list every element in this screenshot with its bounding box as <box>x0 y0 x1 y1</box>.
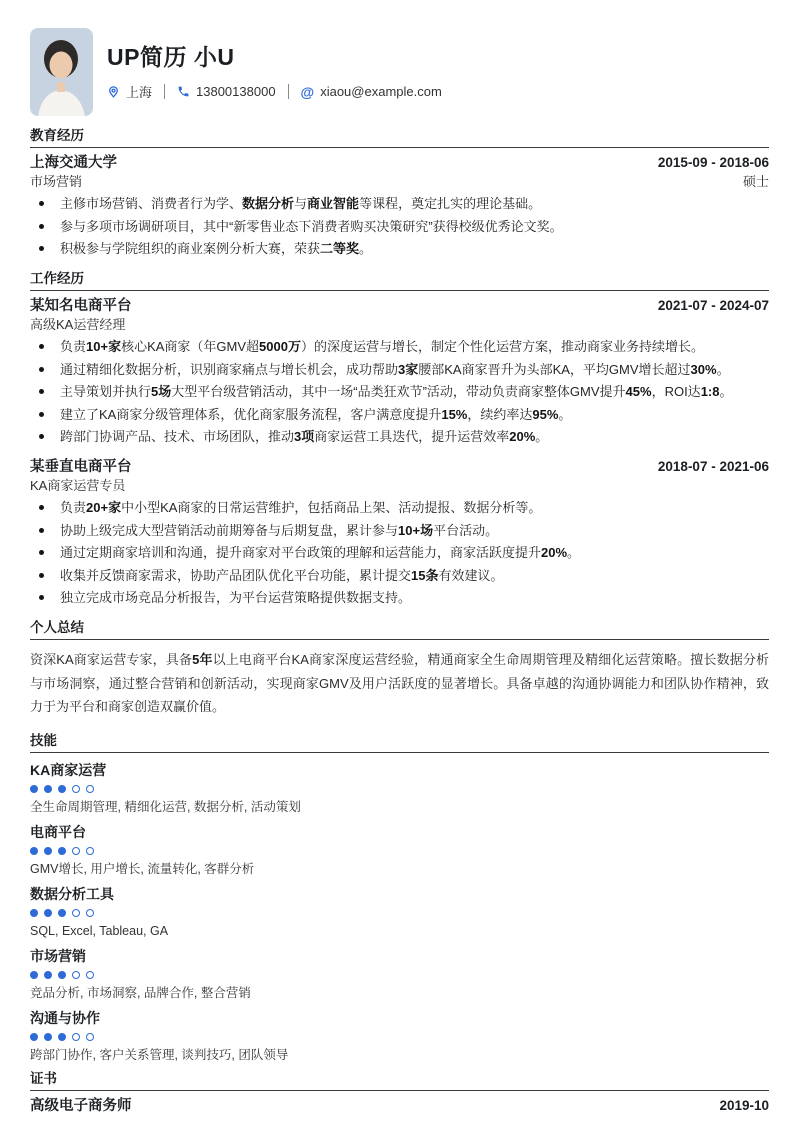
skill-dot-filled <box>30 847 38 855</box>
entry-subtitle: 高级KA运营经理 <box>30 317 126 332</box>
skill-dot-empty <box>86 847 94 855</box>
bullet-list <box>30 338 769 445</box>
entry-name: 上海交通大学 <box>30 155 117 171</box>
text: 。 <box>359 241 373 256</box>
skill-dot-filled <box>58 847 66 855</box>
text: 收集并反馈商家需求，协助产品团队优化平台功能，累计提交 <box>60 567 412 583</box>
bold-text: 15% <box>441 406 468 422</box>
skill-description: 跨部门协作, 客户关系管理, 谈判技巧, 团队领导 <box>30 1047 289 1062</box>
entry-subtitle-row <box>30 478 769 494</box>
bold-text: 20% <box>509 429 536 444</box>
text: 通过精细化数据分析，识别商家痛点与增长机会，成功帮助 <box>60 361 399 377</box>
section-title-work: 工作经历 <box>30 271 769 291</box>
skill-name: 市场营销 <box>30 947 86 964</box>
skill-level-dots <box>30 785 769 793</box>
bullet-item <box>30 499 769 516</box>
entry-name: 某知名电商平台 <box>30 298 132 314</box>
skill-dot-empty <box>72 971 80 979</box>
bullet-item <box>30 361 769 378</box>
contact-location <box>107 82 152 101</box>
text: 。 <box>716 361 730 377</box>
text: 参与多项市场调研项目，其中“新零售业态下消费者购买决策研究”获得校级优秀论文奖。 <box>60 218 563 234</box>
contact-email <box>301 84 442 99</box>
text: ，ROI达 <box>651 384 701 399</box>
certificate-entries <box>30 1098 769 1115</box>
skill-dot-empty <box>72 847 80 855</box>
bold-text: 3项 <box>294 429 315 444</box>
bullet-item <box>30 428 769 445</box>
entry <box>30 155 769 257</box>
bullet-item <box>30 338 769 355</box>
bold-text: 5场 <box>151 384 172 399</box>
entry-subtitle-row <box>30 317 769 333</box>
text: 与 <box>294 196 308 211</box>
text: 。 <box>719 384 733 399</box>
entry-date: 2021-07 - 2024-07 <box>657 298 769 313</box>
skill-item <box>30 886 769 939</box>
entry-date: 2015-09 - 2018-06 <box>657 155 769 170</box>
entry-header-row <box>30 459 769 476</box>
bullet-item <box>30 383 769 400</box>
bullet-list <box>30 195 769 257</box>
skill-dot-filled <box>30 785 38 793</box>
entry <box>30 459 769 606</box>
text: 等课程，奠定扎实的理论基础。 <box>359 196 542 211</box>
bold-text: 45% <box>625 384 652 399</box>
text: 商家运营工具迭代，提升运营效率 <box>314 429 510 444</box>
entry-name: 某垂直电商平台 <box>30 459 132 475</box>
text: 协助上级完成大型营销活动前期筹备与后期复盘，累计参与 <box>60 522 399 538</box>
bold-text: 10+场 <box>398 522 434 538</box>
skill-dot-filled <box>44 971 52 979</box>
skill-description: GMV增长, 用户增长, 流量转化, 客群分析 <box>30 861 255 876</box>
skill-dot-filled <box>30 971 38 979</box>
bold-text: 二等奖 <box>320 241 360 256</box>
skill-dot-empty <box>86 1033 94 1041</box>
bullet-item <box>30 522 769 539</box>
skills-list <box>30 762 769 1063</box>
text: 。 <box>567 545 581 560</box>
text: 主导策划并执行 <box>60 384 152 399</box>
skill-dot-filled <box>44 1033 52 1041</box>
contact-phone-text: 13800138000 <box>196 84 276 99</box>
summary-paragraph <box>30 648 769 719</box>
skill-dot-filled <box>44 847 52 855</box>
resume-header <box>30 28 769 116</box>
skill-dot-filled <box>44 785 52 793</box>
entry <box>30 298 769 445</box>
bullet-item <box>30 195 769 212</box>
skill-name: 沟通与协作 <box>30 1009 100 1026</box>
skill-dot-filled <box>58 909 66 917</box>
section-work <box>30 271 769 606</box>
contact-separator <box>288 84 289 99</box>
text: 独立完成市场竞品分析报告，为平台运营策略提供数据支持。 <box>60 590 412 605</box>
skill-dot-empty <box>72 909 80 917</box>
text: 大型平台级营销活动，其中一场“品类狂欢节”活动，带动负责商家整体GMV提升 <box>171 384 626 399</box>
skill-dot-filled <box>58 1033 66 1041</box>
text: 以上电商平台KA商家深度运营经验，精通商家全生命周期管理及精细化运营策略。擅长数据分析与市场洞察，通过整合营销和创新活动，实现商家GMV及用户活跃度的显著增长。具备卓越的沟通协调能力和团队协作精神，致力于为平台和商家创造双赢价值。 <box>30 652 770 714</box>
skill-description: 全生命周期管理, 精细化运营, 数据分析, 活动策划 <box>30 799 301 814</box>
skill-dot-filled <box>44 909 52 917</box>
contact-email-text: xiaou@example.com <box>320 84 442 99</box>
contact-separator <box>164 84 165 99</box>
skill-level-dots <box>30 847 769 855</box>
text: 跨部门协调产品、技术、市场团队，推动 <box>60 429 295 444</box>
bullet-item <box>30 218 769 235</box>
bold-text: 10+家 <box>86 339 122 354</box>
section-certificates <box>30 1071 769 1115</box>
text: 资深KA商家运营专家，具备 <box>30 652 193 667</box>
text: 建立了KA商家分级管理体系，优化商家服务流程，客户满意度提升 <box>60 406 442 422</box>
at-sign-icon: @ <box>300 83 315 100</box>
candidate-name: UP简历 小U <box>107 44 235 70</box>
profile-photo <box>30 28 93 116</box>
bold-text: 20+家 <box>86 500 122 515</box>
text: 核心KA商家（年GMV超 <box>121 339 260 354</box>
text: 负责 <box>60 500 87 515</box>
entry-side: 硕士 <box>742 174 769 189</box>
bullet-list <box>30 499 769 606</box>
skill-dot-empty <box>86 909 94 917</box>
skill-dot-filled <box>58 971 66 979</box>
bullet-item <box>30 406 769 423</box>
section-title-summary: 个人总结 <box>30 620 769 640</box>
bold-text: 20% <box>541 545 568 560</box>
bold-text: 15条 <box>411 567 439 583</box>
text: 积极参与学院组织的商业案例分析大赛，荣获 <box>60 241 321 256</box>
bullet-item <box>30 240 769 257</box>
entry-subtitle: KA商家运营专员 <box>30 478 126 493</box>
contact-row <box>107 82 442 101</box>
text: 主修市场营销、消费者行为学、 <box>60 196 243 211</box>
certificate-date: 2019-10 <box>719 1097 769 1113</box>
skill-name: 电商平台 <box>30 823 86 840</box>
bullet-item <box>30 544 769 561</box>
work-entries <box>30 298 769 606</box>
section-title-education: 教育经历 <box>30 128 769 148</box>
profile-photo-image <box>30 28 93 116</box>
bold-text: 95% <box>532 406 559 422</box>
contact-phone <box>177 84 276 99</box>
section-title-skills: 技能 <box>30 733 769 753</box>
entry-header-row <box>30 155 769 172</box>
text: ）的深度运营与增长，制定个性化运营方案，推动商家业务持续增长。 <box>300 339 704 354</box>
entry-subtitle: 市场营销 <box>30 174 83 189</box>
bold-text: 数据分析 <box>242 196 295 211</box>
text: 负责 <box>60 339 87 354</box>
skill-dot-empty <box>72 1033 80 1041</box>
skill-item <box>30 824 769 877</box>
entry-header-row <box>30 298 769 315</box>
skill-item <box>30 948 769 1001</box>
contact-location-text: 上海 <box>126 85 153 100</box>
location-pin-icon <box>107 85 120 99</box>
entry-subtitle-row <box>30 174 769 190</box>
certificate-row <box>30 1098 769 1115</box>
bold-text: 5年 <box>192 652 213 667</box>
text: 腰部KA商家晋升为头部KA，平均GMV增长超过 <box>418 361 691 377</box>
skill-level-dots <box>30 1033 769 1041</box>
section-education <box>30 128 769 257</box>
skill-level-dots <box>30 909 769 917</box>
skill-level-dots <box>30 971 769 979</box>
text: 。 <box>558 406 572 422</box>
certificate-name: 高级电子商务师 <box>30 1097 132 1114</box>
bold-text: 3家 <box>398 361 419 377</box>
text: ，续约率达 <box>467 406 533 422</box>
bold-text: 30% <box>690 361 717 377</box>
text: 。 <box>535 429 549 444</box>
education-entries <box>30 155 769 257</box>
skill-dot-empty <box>86 971 94 979</box>
skill-description: SQL, Excel, Tableau, GA <box>30 923 169 938</box>
bold-text: 商业智能 <box>307 196 360 211</box>
section-summary <box>30 620 769 719</box>
skill-dot-empty <box>86 785 94 793</box>
bold-text: 5000万 <box>259 339 301 354</box>
bullet-item <box>30 567 769 584</box>
text: 平台活动。 <box>433 522 499 538</box>
skill-item <box>30 1010 769 1063</box>
skill-name: KA商家运营 <box>30 761 107 778</box>
bullet-item <box>30 589 769 606</box>
skill-description: 竞品分析, 市场洞察, 品牌合作, 整合营销 <box>30 985 251 1000</box>
section-title-certificates: 证书 <box>30 1071 769 1091</box>
skill-item <box>30 762 769 815</box>
text: 通过定期商家培训和沟通，提升商家对平台政策的理解和运营能力，商家活跃度提升 <box>60 545 542 560</box>
bold-text: 1:8 <box>700 384 720 399</box>
skill-name: 数据分析工具 <box>30 885 114 902</box>
skill-dot-filled <box>30 909 38 917</box>
header-text-group <box>107 28 442 116</box>
skill-dot-filled <box>30 1033 38 1041</box>
text: 中小型KA商家的日常运营维护，包括商品上架、活动提报、数据分析等。 <box>121 500 542 515</box>
section-skills <box>30 733 769 1063</box>
phone-icon <box>177 85 190 98</box>
skill-dot-filled <box>58 785 66 793</box>
entry-date: 2018-07 - 2021-06 <box>657 459 769 474</box>
skill-dot-empty <box>72 785 80 793</box>
text: 有效建议。 <box>438 567 504 583</box>
